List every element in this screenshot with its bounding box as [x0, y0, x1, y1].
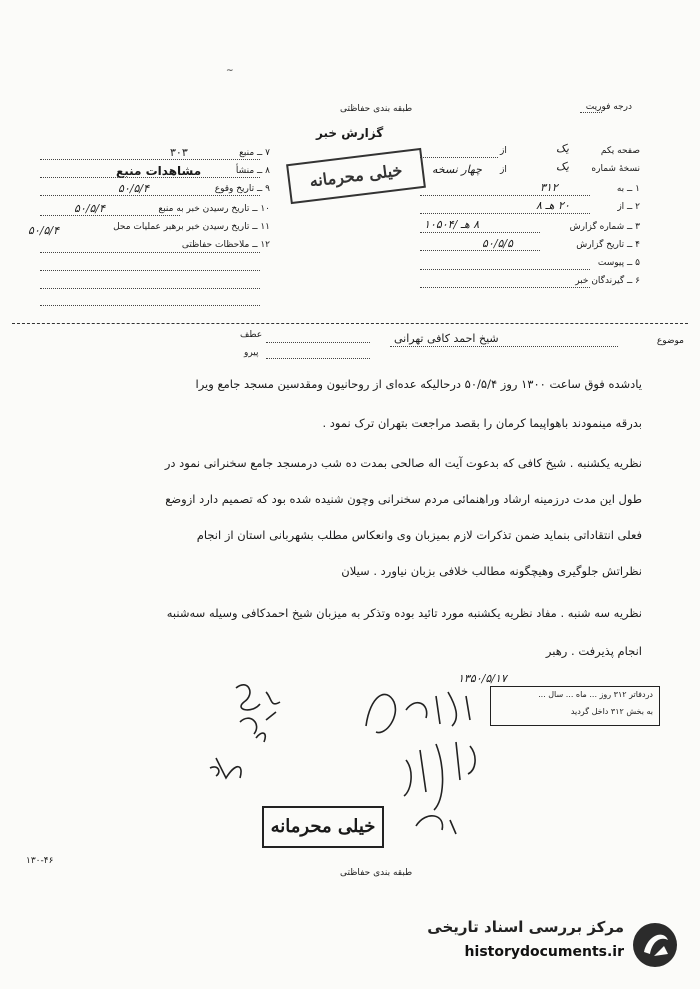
field-origin: ۸ ــ منشأ [235, 166, 270, 176]
field-page: صفحه یکم [600, 146, 640, 156]
body-line-2: بدرقه مینمودند باهواپیما کرمان را بقصد مراجعت بتهران ترک نمود . [322, 416, 642, 430]
field-report-date-value: ۵۰/۵/۵ [482, 237, 514, 250]
body-line-6: نظراتش جلوگیری وهیچگونه مطالب خلافی بزبان نیاورد . سیلان [341, 564, 642, 578]
urgency-label: درجه فوریت [585, 102, 632, 112]
field-report-number-value: ۸ هـ /۱۰۵۰۴ [424, 218, 480, 231]
watermark-emblem-icon [630, 920, 680, 970]
classification-bottom: طبقه بندی حفاظتی [340, 868, 413, 878]
secret-stamp: خیلی محرمانه [262, 806, 384, 848]
registration-box [490, 686, 660, 726]
top-stamp: خیلی محرمانه [286, 148, 426, 204]
field-report-number: ۳ ــ شماره گزارش [569, 222, 640, 232]
classification-top: طبقه بندی حفاظتی [340, 104, 413, 114]
field-news-received-unit-value: ۵۰/۵/۴ [28, 224, 60, 237]
body-line-7: نظریه سه شنبه . مفاد نظریه یکشنبه مورد تائید بوده وتذکر به میزبان شیخ احمدکافی وسیله سه‌شنبه [166, 606, 642, 620]
field-from: ۲ ــ از [617, 202, 640, 212]
registration-line-2: به بخش ۳۱۲ داخل گردید [570, 707, 653, 716]
watermark-logo [427, 918, 680, 976]
field-news-received-source: ۱۰ ــ تاریخ رسیدن خبر به منبع [158, 204, 270, 214]
field-origin-value: مشاهدات منبع [116, 164, 202, 178]
body-line-4: طول این مدت درزمینه ارشاد وراهنمائی مردم سخنرانی وچون شنیده شده بود که تصمیم دارد ازوضع [165, 492, 642, 506]
body-line-8: انجام پذیرفت . رهبر [545, 644, 642, 658]
subject-value: شیخ احمد کافی تهرانی [394, 332, 499, 345]
field-event-date: ۹ ــ تاریخ وقوع [214, 184, 270, 194]
body-line-3: نظریه یکشنبه . شیخ کافی که بدعوت آیت اله صالحی بمدت ده شب درمسجد جامع سخنرانی نمود در [164, 456, 642, 470]
field-copy-total: چهار نسخه [432, 163, 482, 176]
registration-line-1: دردفاتر ۳۱۲ روز ... ماه ... سال ... [538, 690, 653, 699]
reference-label: عطف [240, 330, 263, 340]
field-event-date-value: ۵۰/۵/۴ [118, 182, 150, 195]
form-number: ۱۳۰-۴۶ [26, 856, 54, 866]
follow-up-label: پیرو [244, 348, 259, 358]
handwritten-date: ۱۳۵۰/۵/۱۷ [458, 672, 507, 685]
field-security-notes: ۱۲ ــ ملاحظات حفاظتی [181, 240, 270, 250]
field-news-received-source-value: ۵۰/۵/۴ [74, 202, 106, 215]
field-source: ۷ ــ منبع [239, 148, 270, 158]
handwriting-lower [386, 730, 496, 840]
field-page-of: از [500, 146, 507, 156]
subject-label: موضوع [656, 336, 684, 346]
body-line-5: فعلی انتقاداتی بنماید ضمن تذکرات لازم بمیزبان وی وانعکاس مطلب بشهربانی استان از انجام [196, 528, 642, 542]
field-from-value: ۲۰ هـ ۸ [536, 199, 570, 212]
field-to: ۱ ــ به [616, 184, 640, 194]
body-line-1: یادشده فوق ساعت ۱۳۰۰ روز ۵۰/۵/۴ درحالیکه عده‌ای از روحانیون ومقدسین مسجد جامع ویرا [195, 377, 642, 391]
field-copy-of: از [500, 165, 507, 175]
field-page-value: یک [556, 142, 569, 155]
watermark-title: مرکز بررسی اسناد تاریخی [427, 918, 624, 936]
field-recipients: ۶ ــ گیرندگان خبر [575, 276, 640, 286]
field-source-value: ۳۰۳ [170, 146, 188, 159]
field-news-received-unit: ۱۱ ــ تاریخ رسیدن خبر برهبر عملیات محل [113, 222, 270, 232]
report-title: گزارش خبر [316, 126, 384, 140]
field-to-value: ۳۱۲ [540, 181, 558, 194]
field-attachment: ۵ ــ پیوست [597, 258, 640, 268]
field-report-date: ۴ ــ تاریخ گزارش [576, 240, 640, 250]
watermark-url: historydocuments.ir [464, 944, 624, 960]
top-mark: ~ [226, 66, 234, 76]
field-copy-number: نسخهٔ شماره [591, 164, 640, 174]
signature-left [196, 668, 316, 788]
field-copy-number-value: یک [556, 160, 569, 173]
